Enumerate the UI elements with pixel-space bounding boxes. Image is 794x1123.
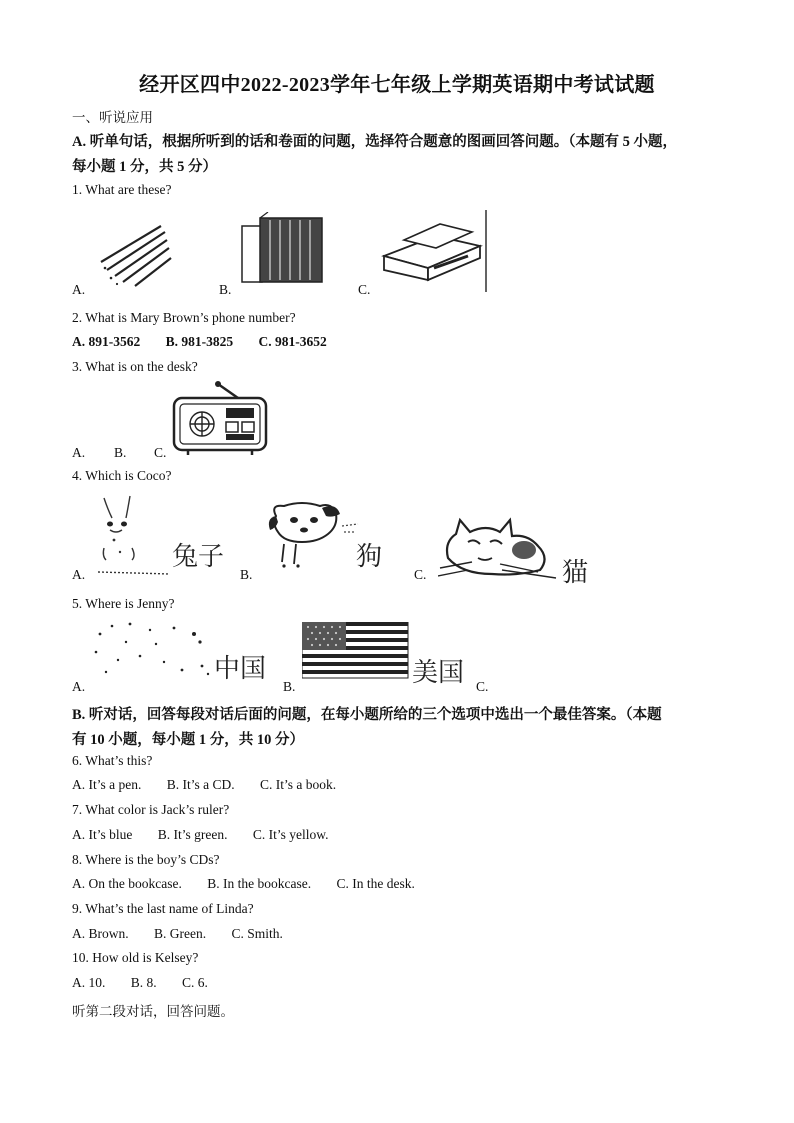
question-1: 1. What are these?: [72, 182, 172, 197]
question-2: 2. What is Mary Brown’s phone number?: [72, 310, 296, 325]
q7-options: [72, 827, 351, 843]
q1-option-c: C.: [358, 282, 371, 297]
q7-option-c: C. It’s yellow.: [252, 827, 329, 842]
dog-label: 狗: [356, 542, 383, 572]
question-5: 5. Where is Jenny?: [72, 596, 175, 611]
question-3: 3. What is on the desk?: [72, 359, 198, 374]
books-image: [238, 212, 328, 287]
q4-option-b: B.: [240, 567, 253, 582]
q5-option-b: B.: [283, 679, 296, 694]
q8-options: [72, 876, 437, 892]
q10-option-b: B. 8.: [130, 975, 157, 990]
q7-option-a: A. It’s blue: [72, 827, 133, 842]
q2-option-c: C. 981-3652: [258, 334, 327, 349]
q2-option-a: A. 891-3562: [72, 334, 141, 349]
q6-option-a: A. It’s a pen.: [72, 777, 142, 792]
dog-image: [262, 496, 362, 576]
q9-option-a: A. Brown.: [72, 926, 129, 941]
q6-option-b: B. It’s a CD.: [166, 777, 235, 792]
question-10: 10. How old is Kelsey?: [72, 950, 199, 965]
q10-options: [72, 975, 230, 991]
q4-option-a: A.: [72, 567, 86, 582]
part-b-instructions-line1: B. 听对话，回答每段对话后面的问题，在每小题所给的三个选项中选出一个最佳答案。（本题: [72, 707, 662, 723]
q6-option-c: C. It’s a book.: [260, 777, 337, 792]
part-a-instructions-line2: 每小题 1 分，共 5 分）: [72, 159, 217, 175]
q2-options: [72, 334, 349, 350]
pencils-image: [95, 218, 175, 288]
q10-option-a: A. 10.: [72, 975, 106, 990]
q3-option-b: B.: [114, 445, 127, 460]
rabbit-image: [90, 494, 180, 578]
q8-option-c: C. In the desk.: [336, 876, 415, 891]
question-4: 4. Which is Coco?: [72, 468, 172, 483]
cat-label: 猫: [562, 558, 589, 588]
part-a-instructions-line1: A. 听单句话，根据所听到的话和卷面的问题，选择符合题意的图画回答问题。（本题有 5 小题，: [72, 134, 677, 150]
q3-option-c: C.: [154, 445, 167, 460]
china-label: 中国: [214, 654, 267, 684]
cat-image: [438, 512, 560, 582]
usa-flag-image: [302, 622, 410, 680]
usa-label: 美国: [412, 658, 465, 688]
q2-option-b: B. 981-3825: [165, 334, 234, 349]
question-6: 6. What’s this?: [72, 753, 153, 768]
radio-image: [168, 380, 272, 456]
page-title: 经开区四中2022-2023学年七年级上学期英语期中考试试题: [139, 74, 655, 96]
q9-option-c: C. Smith.: [231, 926, 283, 941]
q5-option-a: A.: [72, 679, 86, 694]
q3-option-a: A.: [72, 445, 86, 460]
q1-option-b: B.: [219, 282, 232, 297]
rabbit-label: 兔子: [172, 542, 225, 572]
second-dialog-instruction: 听第二段对话，回答问题。: [72, 1004, 234, 1019]
pencil-boxes-image: [376, 210, 491, 292]
q1-option-a: A.: [72, 282, 86, 297]
q4-option-c: C.: [414, 567, 427, 582]
q8-option-b: B. In the bookcase.: [207, 876, 312, 891]
q5-option-c: C.: [476, 679, 489, 694]
q8-option-a: A. On the bookcase.: [72, 876, 182, 891]
question-9: 9. What’s the last name of Linda?: [72, 901, 254, 916]
q6-options: [72, 777, 358, 793]
question-8: 8. Where is the boy’s CDs?: [72, 852, 220, 867]
part-b-instructions-line2: 有 10 小题，每小题 1 分，共 10 分）: [72, 732, 304, 748]
q7-option-b: B. It’s green.: [157, 827, 228, 842]
china-map-image: [90, 620, 218, 682]
q10-option-c: C. 6.: [182, 975, 208, 990]
section-heading: 一、听说应用: [72, 110, 153, 125]
q9-options: [72, 926, 305, 942]
question-7: 7. What color is Jack’s ruler?: [72, 802, 230, 817]
q9-option-b: B. Green.: [154, 926, 207, 941]
